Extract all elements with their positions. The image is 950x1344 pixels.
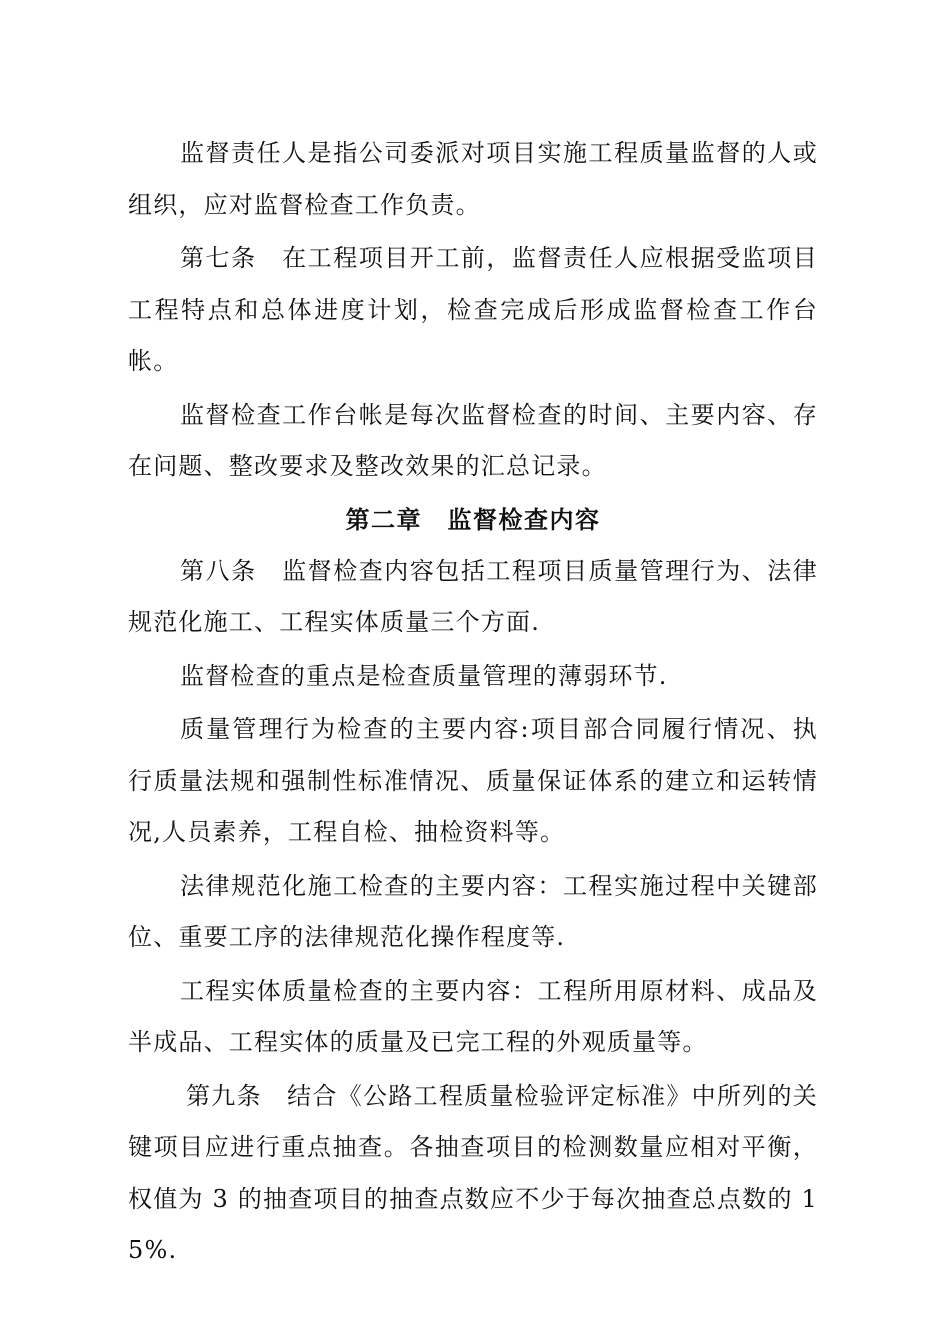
paragraph-supervisor-definition: 监督责任人是指公司委派对项目实施工程质量监督的人或组织，应对监督检查工作负责。 (128, 139, 818, 219)
paragraph-article-7: 第七条 在工程项目开工前，监督责任人应根据受监项目工程特点和总体进度计划，检查完成后形成监督检查工作台帐。 (128, 244, 818, 375)
document-body (128, 128, 818, 1279)
paragraph-inspection-ledger: 监督检查工作台帐是每次监督检查的时间、主要内容、存在问题、整改要求及整改效果的汇总记录。 (128, 400, 818, 480)
paragraph-article-9: 第九条 结合《公路工程质量检验评定标准》中所列的关键项目应进行重点抽查。各抽查项目的检测数量应相对平衡，权值为 3 的抽查项目的抽查点数应不少于每次抽查总点数的 15%. (128, 1081, 818, 1264)
chapter-heading: 第二章 监督检查内容 (345, 505, 601, 534)
paragraph-inspection-focus: 监督检查的重点是检查质量管理的薄弱环节. (180, 661, 668, 690)
paragraph-entity-quality: 工程实体质量检查的主要内容：工程所用原材料、成品及半成品、工程实体的质量及已完工程的外观质量等。 (128, 976, 818, 1056)
paragraph-management-behavior: 质量管理行为检查的主要内容:项目部合同履行情况、执行质量法规和强制性标准情况、质量保证体系的建立和运转情况,人员素养，工程自检、抽检资料等。 (128, 715, 818, 846)
paragraph-standard-construction: 法律规范化施工检查的主要内容：工程实施过程中关键部位、重要工序的法律规范化操作程度等. (128, 871, 818, 951)
paragraph-article-8: 第八条 监督检查内容包括工程项目质量管理行为、法律规范化施工、工程实体质量三个方面. (128, 556, 818, 636)
